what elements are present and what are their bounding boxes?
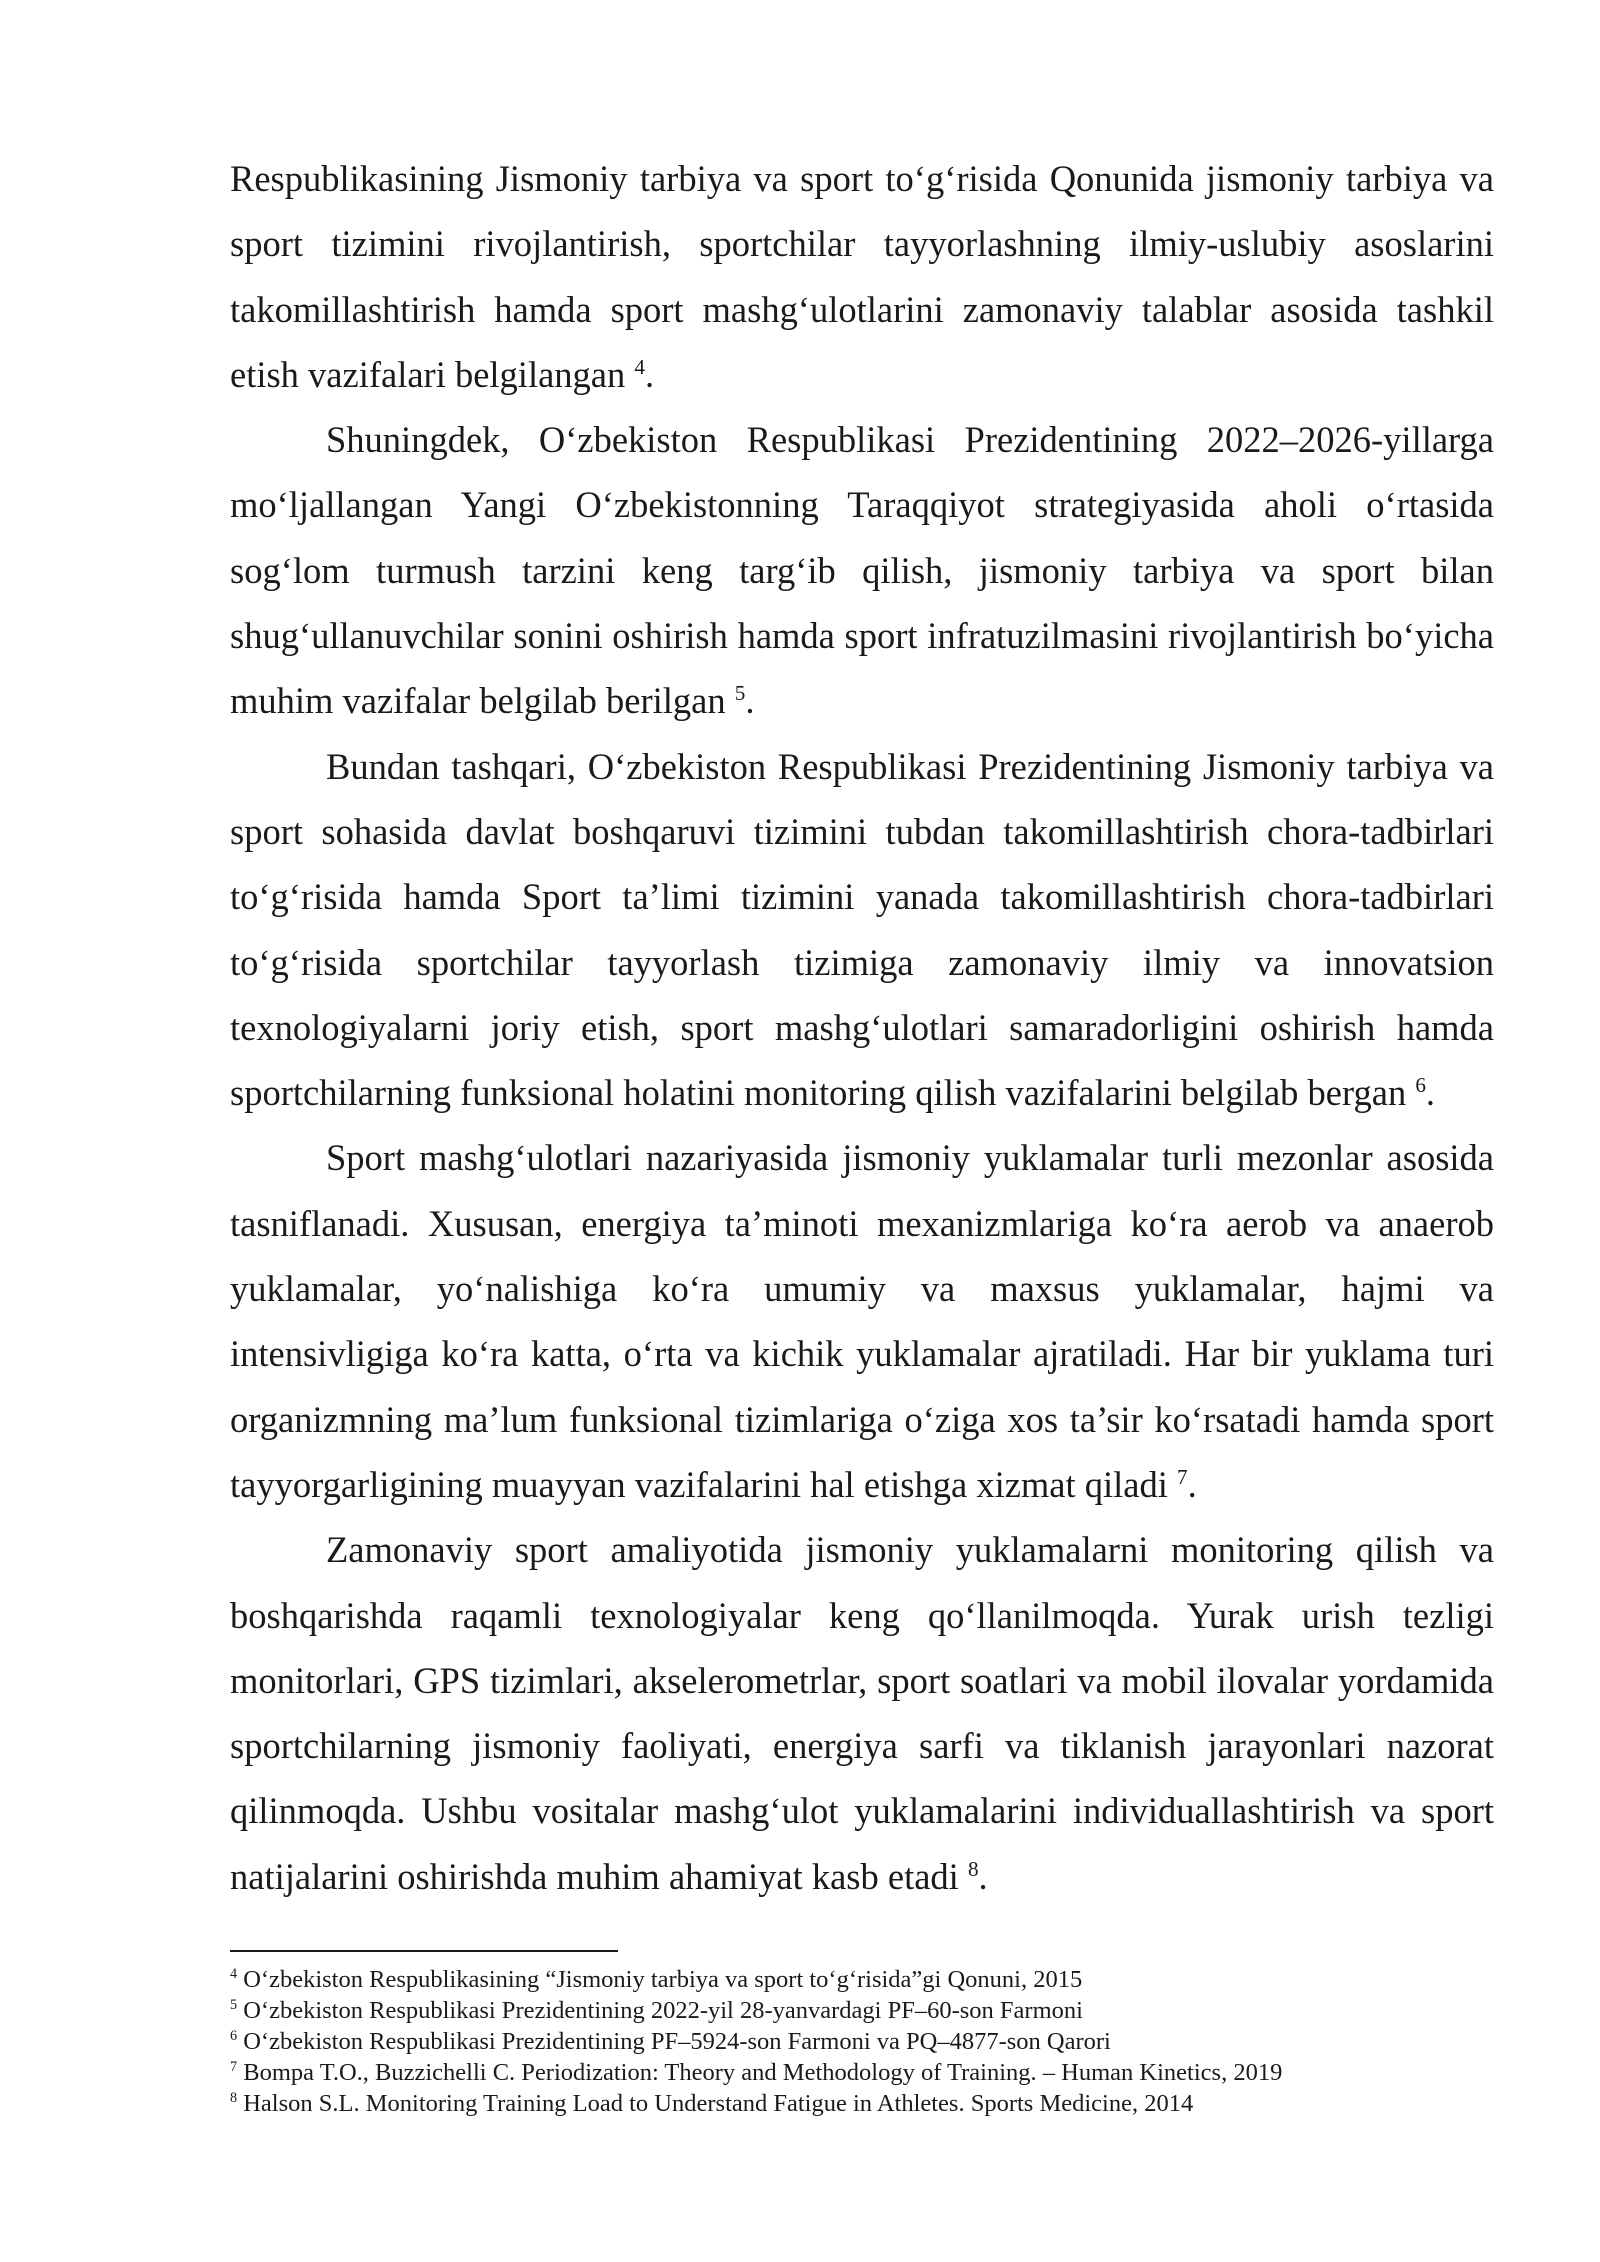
paragraph-text: Zamonaviy sport amaliyotida jismoniy yuklamalarni monitoring qilish va boshqarishda raqamli texnologiyalar keng qo‘llanilmoqda. Yurak urish tezligi monitorlari, GPS tizimlari, akselerometrlar, sport soatlari va mobil ilovalar yordamida sportchilarning jismoniy faoliyati, energiya sarfi va tiklanish jarayonlari nazorat qilinmoqda. Ushbu vositalar mashg‘ulot yuklamalarini individuallashtirish va sport natijalarini oshirishda muhim ahamiyat kasb etadi: [230, 1529, 1494, 1897]
paragraph: [230, 1517, 1494, 1909]
paragraph: [230, 734, 1494, 1126]
paragraph-end: .: [978, 1855, 988, 1897]
paragraph-end: .: [1425, 1072, 1436, 1114]
footnotes: [230, 1964, 1530, 2119]
footnote-number: 6: [230, 2027, 238, 2044]
footnote-number: 8: [230, 2089, 238, 2106]
footnote-text: Bompa T.O., Buzzichelli C. Periodization: Theory and Methodology of Training. – Human Kinetics, 2019: [237, 2059, 1283, 2086]
body-text: [230, 146, 1494, 1909]
footnote: [230, 1995, 1530, 2026]
paragraph: [230, 146, 1494, 407]
footnote-reference: 5: [734, 681, 746, 706]
footnote-text: O‘zbekiston Respublikasining “Jismoniy tarbiya va sport to‘g‘risida”gi Qonuni, 2015: [237, 1966, 1083, 1993]
footnote-text: O‘zbekiston Respublikasi Prezidentining PF–5924-son Farmoni va PQ–4877-son Qarori: [237, 2028, 1111, 2055]
paragraph-text: Sport mashg‘ulotlari nazariyasida jismoniy yuklamalar turli mezonlar asosida tasniflanadi. Xususan, energiya ta’minoti mexanizmlariga ko‘ra aerob va anaerob yuklamalar, yo‘nalishiga ko‘ra umumiy va maxsus yuklamalar, hajmi va intensivligiga ko‘ra katta, o‘rta va kichik yuklamalar ajratiladi. Har bir yuklama turi organizmning ma’lum funksional tizimlariga o‘ziga xos ta’sir ko‘rsatadi hamda sport tayyorgarligining muayyan vazifalarini hal etishga xizmat qiladi: [230, 1137, 1494, 1505]
paragraph: [230, 407, 1494, 733]
footnote-reference: 6: [1415, 1073, 1426, 1097]
footnote-reference: 4: [634, 354, 645, 379]
paragraph-text: Bundan tashqari, O‘zbekiston Respublikasi Prezidentining Jismoniy tarbiya va sport sohasida davlat boshqaruvi tizimini tubdan takomillashtirish chora-tadbirlari to‘g‘risida hamda Sport ta’limi tizimini yanada takomillashtirish chora-tadbirlari to‘g‘risida sportchilar tayyorlash tizimiga zamonaviy ilmiy va innovatsion texnologiyalarni joriy etish, sport mashg‘ulotlari samaradorligini oshirish hamda sportchilarning funksional holatini monitoring qilish vazifalarini belgilab bergan: [230, 745, 1494, 1114]
footnote-text: Halson S.L. Monitoring Training Load to Understand Fatigue in Athletes. Sports Medicine, 2014: [237, 2090, 1194, 2117]
paragraph: [230, 1125, 1494, 1517]
paragraph-end: .: [1187, 1463, 1197, 1505]
footnote-reference: 8: [967, 1856, 979, 1881]
paragraph-text: Shuningdek, O‘zbekiston Respublikasi Prezidentining 2022–2026-yillarga mo‘ljallangan Yangi O‘zbekistonning Taraqqiyot strategiyasida aholi o‘rtasida sog‘lom turmush tarzini keng targ‘ib qilish, jismoniy tarbiya va sport bilan shug‘ullanuvchilar sonini oshirish hamda sport infratuzilmasini rivojlantirish bo‘yicha muhim vazifalar belgilab berilgan: [230, 419, 1494, 722]
footnote-reference: 7: [1177, 1464, 1188, 1489]
paragraph-text: Respublikasining Jismoniy tarbiya va sport to‘g‘risida Qonunida jismoniy tarbiya va sport tizimini rivojlantirish, sportchilar tayyorlashning ilmiy-uslubiy asoslarini takomillashtirish hamda sport mashg‘ulotlarini zamonaviy talablar asosida tashkil etish vazifalari belgilangan: [230, 158, 1494, 395]
paragraph-end: .: [745, 680, 755, 722]
paragraph-end: .: [644, 353, 655, 395]
footnote: [230, 1964, 1530, 1995]
footnote-separator: [230, 1950, 618, 1952]
footnote: [230, 2057, 1530, 2088]
footnote-text: O‘zbekiston Respublikasi Prezidentining 2022-yil 28-yanvardagi PF–60-son Farmoni: [237, 1997, 1083, 2024]
footnote-number: 7: [230, 2058, 238, 2075]
footnote: [230, 2088, 1530, 2119]
footnote: [230, 2026, 1530, 2057]
footnote-number: 4: [230, 1965, 238, 1982]
footnote-number: 5: [230, 1996, 238, 2013]
